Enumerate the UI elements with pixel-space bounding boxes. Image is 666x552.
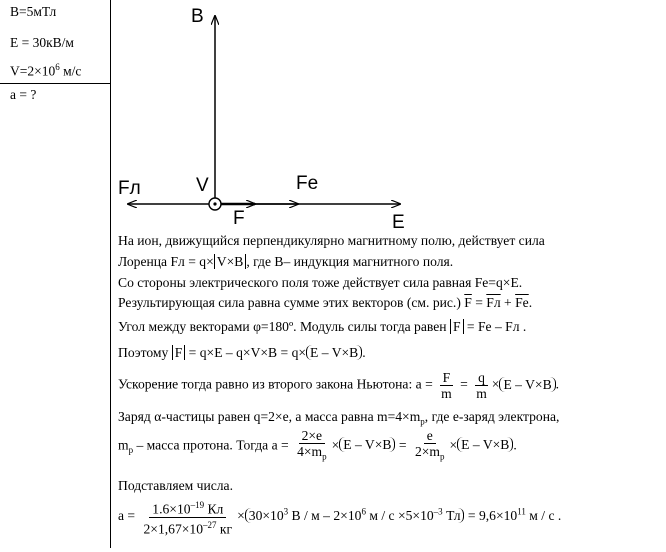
label-e: E [392,212,405,233]
text-line-5: Угол между векторами φ=180º. Модуль силы тогда равен F = Fe – Fл . [118,319,527,334]
text-line-4: Результирующая сила равна сумме этих векторов (см. рис.) $\overline{F}$ = Fл + $\overline{Fe}$. [118,295,533,310]
text-line-2: Лоренца Fл = q× V×B , где B– индукция магнитного поля. [118,254,454,269]
label-fl: Fл [118,178,141,199]
label-v: V [196,175,209,196]
label-f: F [233,208,245,229]
given-find: a = ? [10,87,37,102]
text-line-10: Подставляем числа. [118,478,233,493]
vector-diagram [0,0,666,240]
text-line-7: Ускорение тогда равно из второго закона Ньютона: a = $\frac{F}{m}$ = $\frac{q}{m}$ × E – V×B . [118,370,560,401]
given-b: B=5мТл [10,4,57,19]
v-dot [213,202,216,205]
text-line-9: $m_p$ – масса протона. Тогда a = $\frac{2\times e}{4\times m_p}$ × E – V×B = $\frac{e}{2\times m_p}$ × E – V×B . [118,428,517,462]
label-b: B [191,6,204,27]
text-line-8: Заряд α-частицы равен q=2×e, а масса равна $m=4\times m_p$, где e-заряд электрона, [118,409,560,427]
label-fe: Fe [296,173,319,194]
text-line-1: На ион, движущийся перпендикулярно магнитному полю, действует сила [118,233,545,248]
text-line-3: Со стороны электрического поля тоже действует сила равная Fe=q×E. [118,275,523,290]
text-line-11: a = $\frac{1.6\times 10^{-19} Кл}{2\times 1,67\times 10^{-27} кг}$ × $30\times 10^3$ $В / м - 2\times 10^6$ $м / с \times 5\times 10^{-3}$ Тл = $9,6\times 10^{11}$ м / с . [118,500,562,537]
given-v: $V=2\times 10^6$ м/с [10,62,82,79]
given-e: E = 30кВ/м [10,35,74,50]
text-line-6: Поэтому F = q×E – q×V×B = q× E – V×B . [118,345,366,360]
